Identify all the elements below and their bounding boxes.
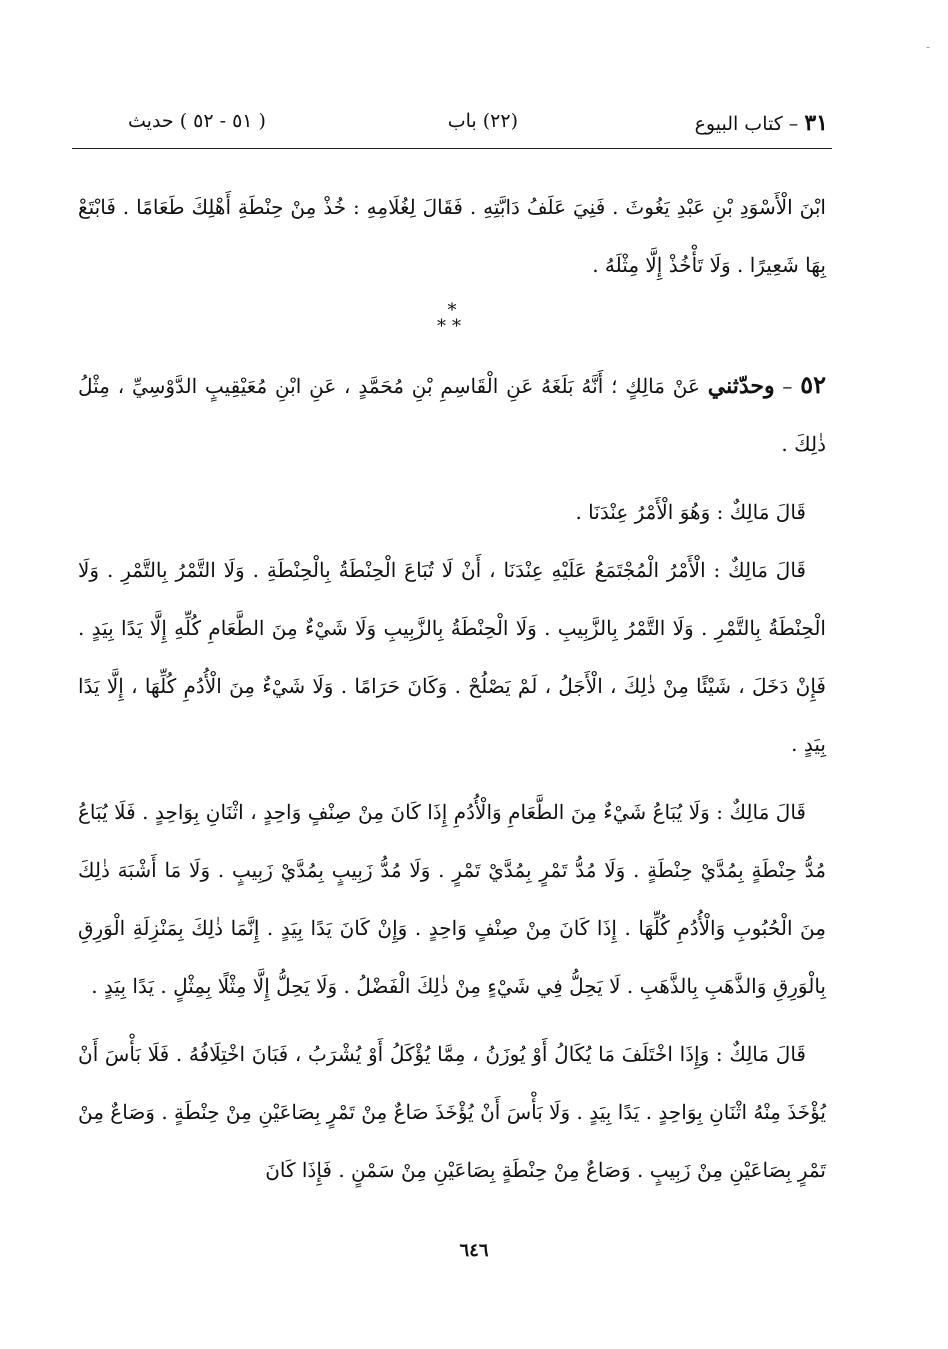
section-separator [78,294,826,356]
hadith-52 [78,356,826,473]
paragraph-malik-3: قَالَ مَالِكٌ : وَلَا يُبَاعُ شَيْءٌ مِنَ الطَّعَامِ وَالْأُدُمِ إِذَا كَانَ مِنْ صِنْفٍ وَاحِدٍ ، اثْنَانِ بِوَاحِدٍ . فَلَا يُبَاعُ مُدُّ حِنْطَةٍ بِمُدَّيْ حِنْطَةٍ . وَلَا مُدُّ تَمْرٍ بِمُدَّيْ تَمْرٍ . وَلَا مُدُّ زَبِيبٍ بِمُدَّيْ زَبِيبٍ . وَلَا مَا أَشْبَهَ ذٰلِكَ مِنَ الْحُبُوبِ وَالْأُدُمِ كُلِّهَا . إِذَا كَانَ مِنْ صِنْفٍ وَاحِدٍ . وَإِنْ كَانَ يَدًا بِيَدٍ . إِنَّمَا ذٰلِكَ بِمَنْزِلَةِ الْوَرِقِ بِالْوَرِقِ وَالذَّهَبِ بِالذَّهَبِ . لَا يَحِلُّ فِي شَيْءٍ مِنْ ذٰلِكَ الْفَضْلُ . وَلَا يَحِلُّ إِلَّا مِثْلًا بِمِثْلٍ . يَدًا بِيَدٍ . [78,800,826,998]
paragraph-continuation: ابْنَ الْأَسْوَدِ بْنِ عَبْدِ يَغُوثَ . فَنِيَ عَلَفُ دَابَّتِهِ . فَقَالَ لِغُلَامِهِ : خُذْ مِنْ حِنْطَةِ أَهْلِكَ طَعَامًا . فَابْتَعْ بِهَا شَعِيرًا . وَلَا تَأْخُذْ إِلَّا مِثْلَهُ . [78,195,826,277]
hadith-dash: – [774,374,801,398]
paragraph-malik-4: قَالَ مَالِكٌ : وَإِذَا اخْتَلَفَ مَا يُكَالُ أَوْ يُوزَنُ ، مِمَّا يُؤْكَلُ أَوْ يُشْرَبُ ، فَبَانَ اخْتِلَافُهُ . فَلَا بَأْسَ أَنْ يُؤْخَذَ مِنْهُ اثْنَانِ بِوَاحِدٍ . يَدًا بِيَدٍ . وَلَا بَأْسَ أَنْ يُؤْخَذَ صَاعٌ مِنْ تَمْرٍ بِصَاعَيْنِ مِنْ حِنْطَةٍ . وَصَاعٌ مِنْ تَمْرٍ بِصَاعَيْنِ مِنْ زَبِيبٍ . وَصَاعٌ مِنْ حِنْطَةٍ بِصَاعَيْنِ مِنْ سَمْنٍ . فَإِذَا كَانَ [78,1042,826,1182]
separator-star-top: * [447,300,457,321]
chapter-number: ٣١ [804,110,828,136]
page-number: ٦٤٦ [459,1240,489,1261]
body-text [78,178,826,1199]
separator-stars-bottom: ** [437,316,467,337]
hadith-number: ٥٢ [800,370,826,399]
header-chapter [695,110,828,136]
header-rule [72,148,832,149]
chapter-title: – كتاب البيوع [694,113,799,135]
hadith-text: عَنْ مَالِكٍ ؛ أَنَّهُ بَلَغَهُ عَنِ الْقَاسِمِ بْنِ مُحَمَّدٍ ، عَنِ ابْنِ مُعَيْقِيبٍ الدَّوْسِيِّ ، مِثْلُ ذٰلِكَ . [78,374,826,456]
running-header [128,110,828,142]
header-hadith-range: ( ٥١ - ٥٢ ) حديث [128,110,266,132]
paragraph-malik-1: قَالَ مَالِكٌ : وَهُوَ الْأَمْرُ عِنْدَنَا . [575,500,806,524]
hadith-lead-word: وحدّثني [707,373,775,399]
paragraph-malik-2: قَالَ مَالِكٌ : الْأَمْرُ الْمُجْتَمَعُ عَلَيْهِ عِنْدَنَا ، أَنْ لَا تُبَاعَ الْحِنْطَةُ بِالْحِنْطَةِ . وَلَا التَّمْرُ بِالتَّمْرِ . وَلَا الْحِنْطَةُ بِالتَّمْرِ . وَلَا التَّمْرُ بِالزَّبِيبِ . وَلَا الْحِنْطَةُ بِالزَّبِيبِ وَلَا شَيْءٌ مِنَ الطَّعَامِ كُلِّهِ إِلَّا يَدًا بِيَدٍ . فَإِنْ دَخَلَ ، شَيْئًا مِنْ ذٰلِكَ ، الْأَجَلُ ، لَمْ يَصْلُحْ . وَكَانَ حَرَامًا . وَلَا شَيْءٌ مِنَ الْأُدُمِ كُلِّهَا ، إِلَّا يَدًا بِيَدٍ . [78,558,826,756]
edge-mark: - [926,40,931,54]
header-section: (٢٢) باب [447,110,518,132]
